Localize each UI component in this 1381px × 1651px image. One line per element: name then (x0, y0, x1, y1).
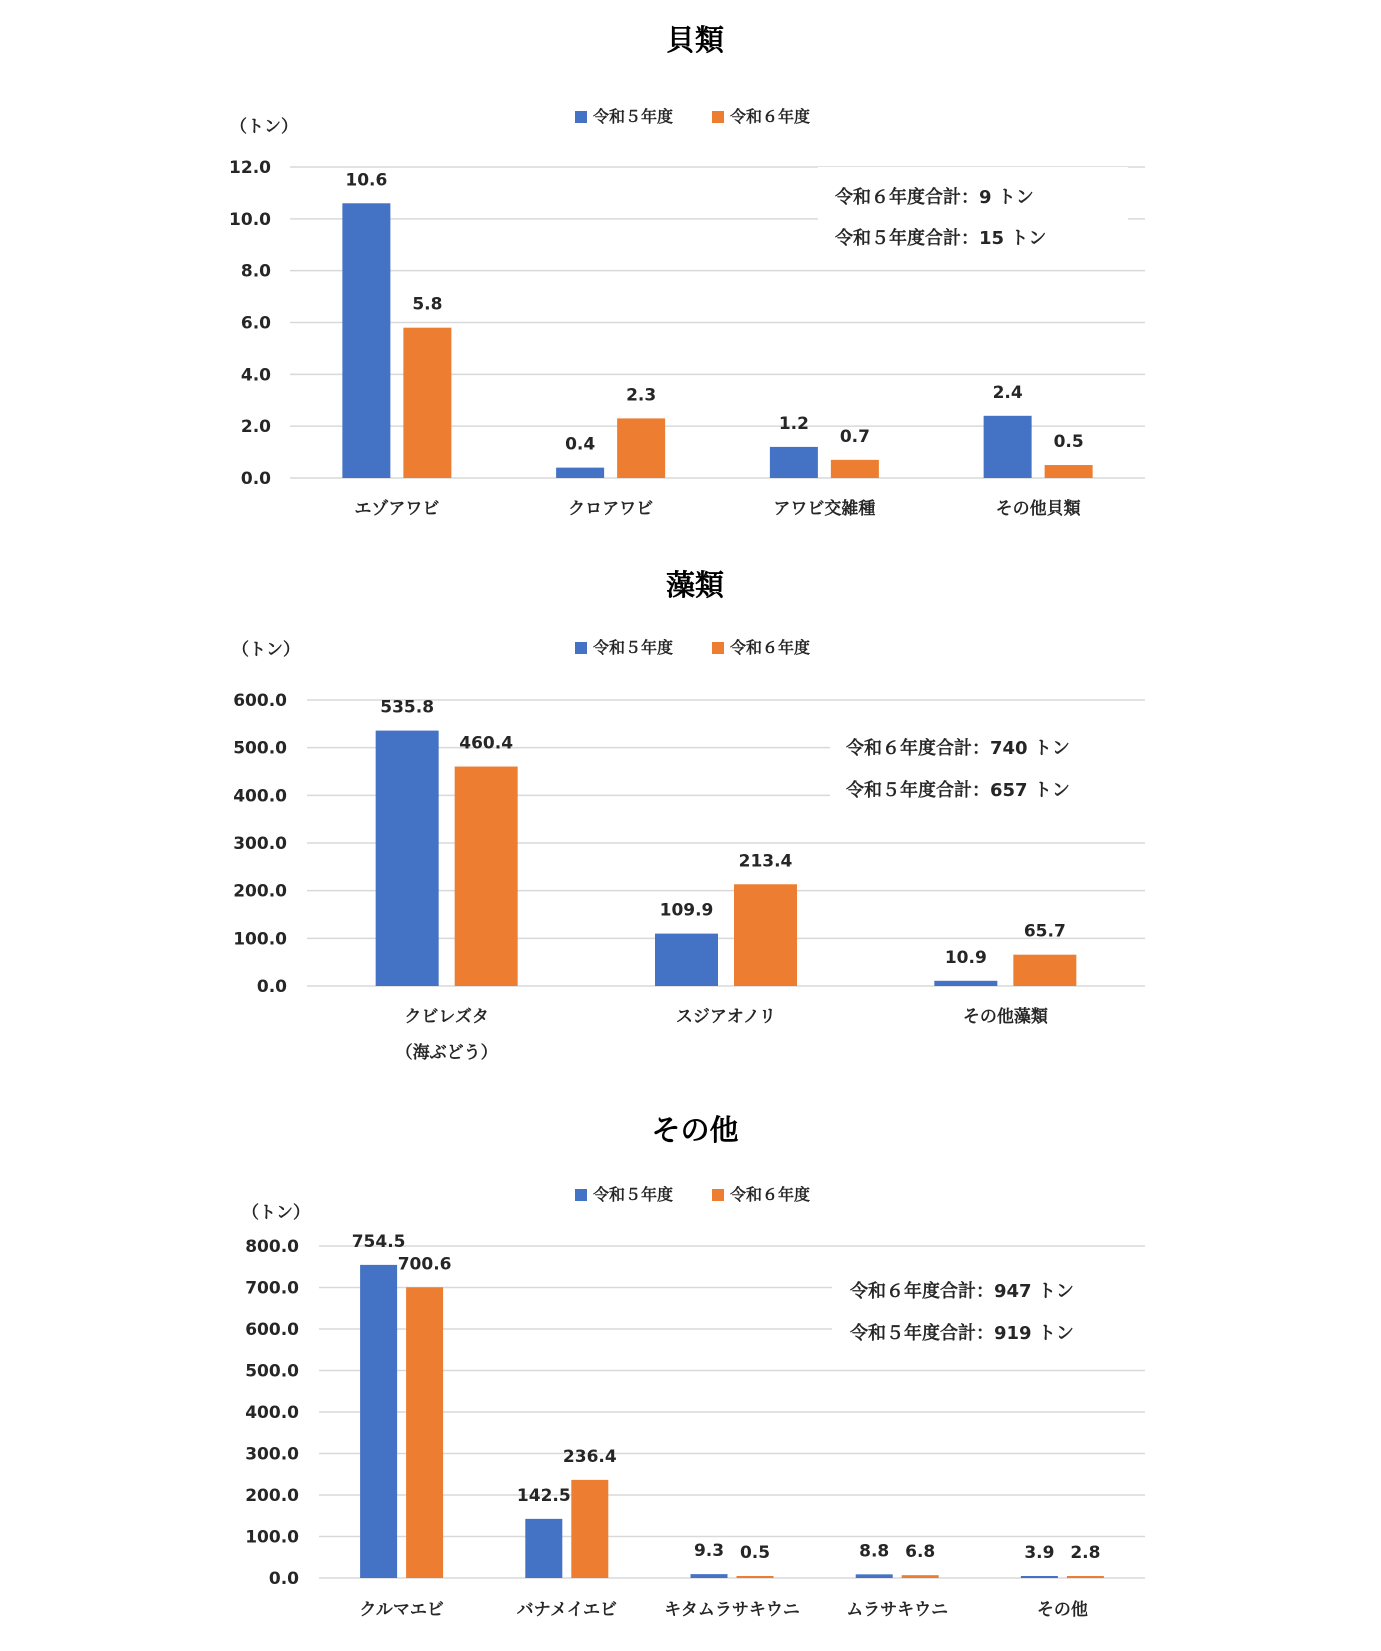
x-tick-label: その他藻類 (962, 1007, 1048, 1027)
bar (403, 328, 451, 478)
data-label: 10.9 (944, 947, 987, 968)
legend-label: 令和５年度 (593, 638, 674, 657)
y-tick-label: 0.0 (268, 1569, 299, 1589)
x-tick-label: クロアワビ (568, 499, 654, 519)
bar (556, 468, 604, 478)
data-label: 109.9 (659, 900, 714, 921)
data-label: 2.3 (626, 385, 657, 406)
y-tick-label: 600.0 (245, 1320, 299, 1340)
data-label: 535.8 (380, 697, 435, 718)
legend-swatch (712, 1189, 724, 1201)
data-label: 5.8 (412, 294, 443, 315)
chart-2 (232, 568, 1145, 1063)
legend-label: 令和５年度 (593, 107, 674, 126)
y-tick-label: 100.0 (233, 929, 287, 950)
bar (406, 1287, 443, 1578)
chart-title: その他 (651, 1113, 739, 1147)
bar (691, 1574, 728, 1578)
data-label: 8.8 (859, 1541, 890, 1562)
data-label: 65.7 (1023, 921, 1066, 942)
data-label: 2.4 (992, 382, 1023, 403)
bar (617, 418, 665, 478)
data-label: 0.7 (839, 426, 870, 447)
legend (575, 107, 810, 126)
bar (770, 447, 818, 478)
bar (525, 1519, 562, 1578)
x-tick-label: クルマエビ (359, 1600, 444, 1620)
y-tick-label: 12.0 (229, 158, 271, 178)
data-label: 2.8 (1070, 1543, 1101, 1563)
total-label: 令和６年度合計：947 トン (850, 1281, 1074, 1302)
y-unit-label: （トン） (232, 640, 300, 660)
chart-title: 藻類 (665, 568, 725, 602)
bar (376, 731, 439, 986)
bar (902, 1575, 939, 1578)
bar (455, 767, 518, 986)
y-tick-label: 500.0 (245, 1361, 299, 1382)
y-tick-label: 400.0 (233, 786, 287, 807)
x-tick-label: バナメイエビ (516, 1600, 617, 1620)
total-label: 令和６年度合計：9 トン (835, 187, 1034, 208)
y-tick-label: 500.0 (233, 738, 287, 759)
total-label: 令和５年度合計：657 トン (846, 780, 1070, 801)
y-tick-label: 400.0 (245, 1403, 299, 1423)
data-label: 9.3 (693, 1541, 725, 1562)
totals-box (830, 722, 1145, 817)
y-tick-label: 2.0 (240, 417, 271, 438)
y-tick-label: 700.0 (245, 1278, 299, 1299)
data-label: 213.4 (738, 851, 793, 872)
bar (360, 1265, 397, 1578)
legend-label: 令和６年度 (730, 107, 811, 126)
y-tick-label: 6.0 (240, 313, 271, 334)
x-tick-label: その他貝類 (995, 499, 1081, 519)
legend-label: 令和５年度 (593, 1185, 674, 1204)
y-tick-label: 200.0 (233, 881, 287, 902)
y-unit-label: （トン） (230, 117, 298, 137)
bar (1045, 465, 1093, 478)
bar (737, 1576, 774, 1578)
x-tick-label: スジアオノリ (675, 1007, 777, 1027)
bar (1021, 1576, 1058, 1578)
data-label: 460.4 (459, 733, 514, 754)
bar (1013, 955, 1076, 986)
y-tick-label: 4.0 (240, 365, 271, 386)
bar (571, 1480, 608, 1578)
y-tick-label: 8.0 (240, 261, 271, 282)
legend-label: 令和６年度 (730, 638, 811, 657)
legend (575, 1185, 810, 1204)
data-label: 142.5 (516, 1485, 571, 1506)
y-tick-label: 300.0 (233, 834, 287, 854)
data-label: 700.6 (397, 1254, 452, 1275)
legend-swatch (575, 111, 587, 123)
data-label: 0.5 (1053, 432, 1084, 453)
legend (575, 638, 810, 657)
y-tick-label: 0.0 (256, 977, 287, 997)
x-tick-label: キタムラサキウニ (664, 1600, 800, 1620)
data-label: 1.2 (778, 413, 809, 434)
legend-swatch (712, 642, 724, 654)
total-label: 令和５年度合計：919 トン (850, 1323, 1074, 1344)
x-tick-sublabel: （海ぶどう） (395, 1043, 498, 1063)
x-tick-label: ムラサキウニ (846, 1600, 949, 1620)
legend-swatch (712, 111, 724, 123)
bar (831, 460, 879, 478)
legend-swatch (575, 642, 587, 654)
y-tick-label: 10.0 (229, 209, 271, 230)
bar (856, 1574, 893, 1578)
y-tick-label: 100.0 (245, 1527, 299, 1548)
legend-swatch (575, 1189, 587, 1201)
bar (734, 884, 797, 986)
data-label: 0.5 (739, 1543, 771, 1563)
data-label: 10.6 (345, 170, 388, 191)
data-label: 3.9 (1024, 1543, 1055, 1563)
bar (984, 416, 1032, 478)
total-label: 令和５年度合計：15 トン (835, 228, 1047, 249)
data-label: 6.8 (905, 1542, 936, 1563)
total-label: 令和６年度合計：740 トン (846, 738, 1070, 759)
x-tick-label: クビレズタ (404, 1007, 489, 1027)
data-label: 754.5 (351, 1231, 406, 1252)
bar (934, 981, 997, 986)
chart-3 (242, 1113, 1145, 1620)
x-tick-label: アワビ交雑種 (773, 499, 876, 519)
bar (655, 934, 718, 986)
y-tick-label: 800.0 (245, 1237, 299, 1257)
data-label: 0.4 (565, 434, 596, 455)
y-unit-label: （トン） (242, 1203, 310, 1223)
y-tick-label: 300.0 (245, 1444, 299, 1465)
y-tick-label: 200.0 (245, 1486, 299, 1506)
x-tick-label: エゾアワビ (354, 499, 440, 519)
bar (342, 203, 390, 478)
y-tick-label: 600.0 (233, 691, 287, 711)
y-tick-label: 0.0 (240, 469, 271, 489)
legend-label: 令和６年度 (730, 1185, 811, 1204)
chart-1 (229, 23, 1145, 519)
chart-title: 貝類 (665, 23, 725, 57)
x-tick-label: その他 (1036, 1600, 1088, 1620)
bar (1067, 1576, 1104, 1578)
data-label: 236.4 (562, 1446, 617, 1467)
